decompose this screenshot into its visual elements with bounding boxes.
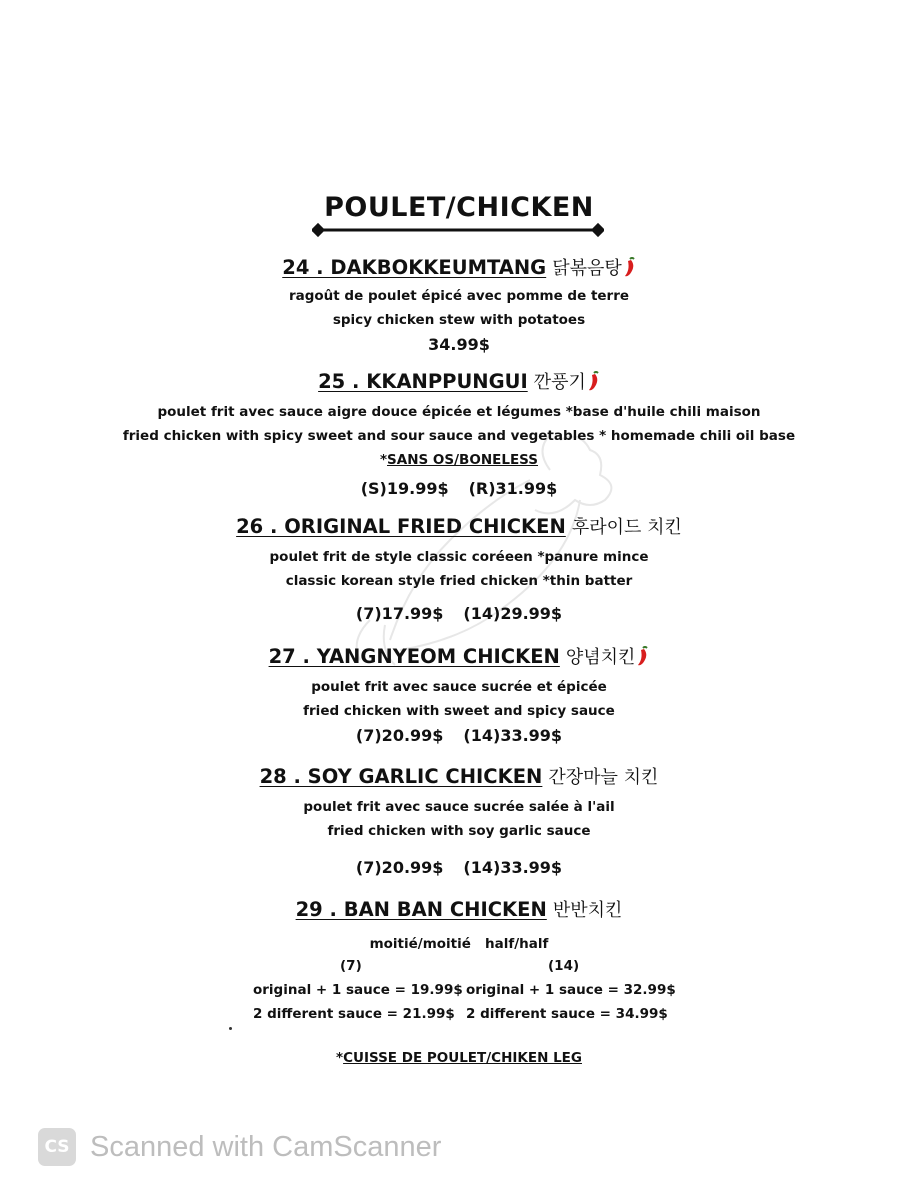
- item-desc-en: fried chicken with soy garlic sauce: [327, 823, 591, 839]
- col-left-line-2: 2 different sauce = 21.99$: [253, 1006, 455, 1022]
- item-korean-name: 양념치킨: [565, 647, 636, 668]
- price-value: (S)19.99$: [360, 479, 449, 498]
- title-divider: [312, 218, 604, 238]
- item-price: [0, 601, 918, 627]
- footnote-prefix: *: [336, 1050, 344, 1066]
- menu-item-24: [0, 255, 918, 358]
- price-value: (14)33.99$: [463, 726, 563, 745]
- item-korean-name: 간장마늘 치킨: [548, 767, 659, 788]
- section-title: POULET/CHICKEN: [324, 192, 594, 223]
- item-price: [0, 332, 918, 358]
- item-desc-en: fried chicken with spicy sweet and sour sauce and vegetables * homemade chili oil base: [122, 428, 796, 444]
- menu-item-29: [0, 897, 918, 956]
- item-desc-fr: poulet frit avec sauce sucrée salée à l'ail: [303, 799, 615, 815]
- col-right-line-2: 2 different sauce = 34.99$: [466, 1006, 668, 1022]
- col-left-head: (7): [340, 958, 362, 974]
- item-desc-en: fried chicken with sweet and spicy sauce: [303, 703, 615, 719]
- item-desc-fr: poulet frit de style classic coréeen *panure mince: [269, 549, 649, 565]
- item-desc-en: classic korean style fried chicken *thin batter: [285, 573, 633, 589]
- item-name: 28 . SOY GARLIC CHICKEN: [259, 765, 543, 788]
- price-value: (14)29.99$: [463, 604, 563, 623]
- item-name: 25 . KKANPPUNGUI: [318, 370, 528, 393]
- item-korean-name: 후라이드 치킨: [571, 517, 682, 538]
- price-value: (R)31.99$: [468, 479, 558, 498]
- footnote-text: CUISSE DE POULET/CHIKEN LEG: [343, 1050, 582, 1066]
- note-prefix: *: [379, 452, 388, 468]
- item-korean-name: 깐풍기: [533, 372, 586, 393]
- item-name: 24 . DAKBOKKEUMTANG: [282, 256, 547, 279]
- note-text: SANS OS/BONELESS: [387, 452, 539, 468]
- watermark-text: Scanned with CamScanner: [90, 1130, 442, 1163]
- price-value: (7)20.99$: [355, 726, 444, 745]
- item-desc-fr: poulet frit avec sauce sucrée et épicée: [311, 679, 607, 695]
- item-price: [0, 723, 918, 749]
- item-name: 26 . ORIGINAL FRIED CHICKEN: [236, 515, 566, 538]
- item-name: 29 . BAN BAN CHICKEN: [295, 898, 547, 921]
- camscanner-logo-icon: CS: [38, 1128, 76, 1166]
- item-korean-name: 반반치킨: [552, 900, 623, 921]
- price-value: (7)17.99$: [355, 604, 444, 623]
- item-name: 27 . YANGNYEOM CHICKEN: [268, 645, 560, 668]
- menu-item-25: [0, 369, 918, 502]
- menu-item-28: [0, 764, 918, 881]
- item-note: [0, 448, 918, 472]
- item-subtitle: moitié/moitié half/half: [369, 936, 549, 952]
- col-right-head: (14): [548, 958, 580, 974]
- chili-pepper-icon: [624, 257, 636, 277]
- camscanner-watermark: [38, 1124, 441, 1170]
- item-desc-fr: poulet frit avec sauce aigre douce épicée et légumes *base d'huile chili maison: [157, 404, 761, 420]
- item-price: [0, 855, 918, 881]
- col-left-line-1: original + 1 sauce = 19.99$: [253, 982, 463, 998]
- item-price: [0, 476, 918, 502]
- chili-pepper-icon: [588, 371, 600, 391]
- item-korean-name: 닭볶음탕: [552, 258, 622, 279]
- price-value: (7)20.99$: [355, 858, 444, 877]
- item-footnote: [0, 1046, 918, 1070]
- menu-item-27: [0, 644, 918, 749]
- col-right-line-1: original + 1 sauce = 32.99$: [466, 982, 676, 998]
- price-value: (14)33.99$: [463, 858, 563, 877]
- stray-dot: [229, 1027, 232, 1030]
- item-desc-en: spicy chicken stew with potatoes: [332, 312, 586, 328]
- item-desc-fr: ragoût de poulet épicé avec pomme de terre: [288, 288, 630, 304]
- price-value: 34.99$: [428, 335, 490, 354]
- chili-pepper-icon: [637, 646, 649, 666]
- menu-item-26: [0, 514, 918, 627]
